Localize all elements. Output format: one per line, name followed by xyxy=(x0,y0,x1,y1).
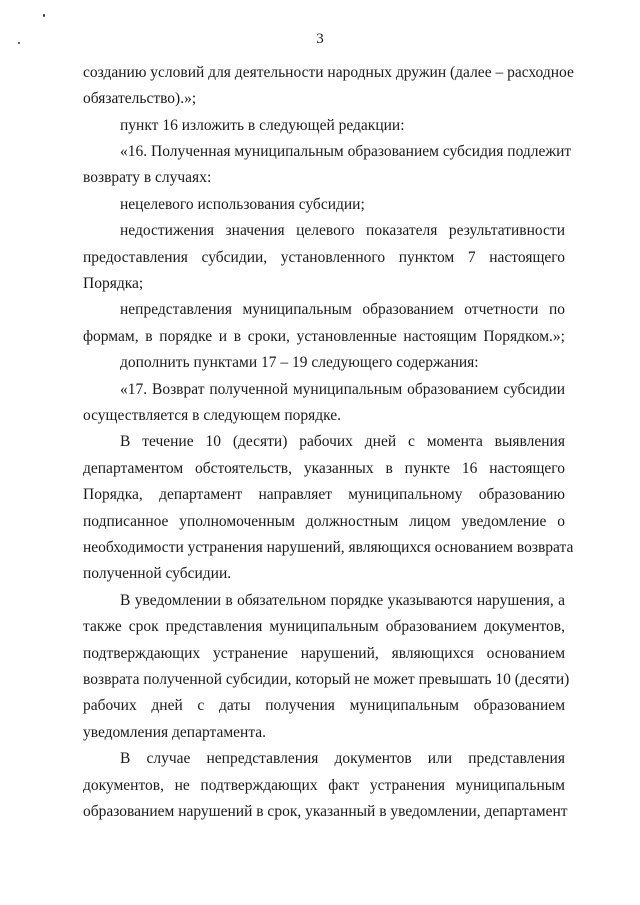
text-line: также срок представления муниципальным образованием документов, xyxy=(83,618,565,635)
text-line: необходимости устранения нарушений, являющихся основанием возврата xyxy=(83,539,574,556)
text-line: формам, в порядке и в сроки, установленные настоящим Порядком.»; xyxy=(83,328,565,345)
text-line: нецелевого использования субсидии; xyxy=(120,196,365,213)
text-line: возврату в случаях: xyxy=(83,169,212,186)
scan-mark xyxy=(43,14,45,17)
text-line: непредставления муниципальным образованием отчетности по xyxy=(120,301,565,318)
text-line: рабочих дней с даты получения муниципальным образованием xyxy=(83,697,565,714)
text-line: предоставления субсидии, установленного пунктом 7 настоящего xyxy=(83,249,565,266)
text-line: В уведомлении в обязательном порядке указываются нарушения, а xyxy=(120,592,565,609)
text-line: Порядка, департамент направляет муниципальному образованию xyxy=(83,486,565,503)
text-line: подписанное уполномоченным должностным лицом уведомление о xyxy=(83,513,565,530)
text-line: «17. Возврат полученной муниципальным образованием субсидии xyxy=(120,381,565,398)
text-line: полученной субсидии. xyxy=(83,565,232,582)
text-line: подтверждающих устранение нарушений, являющихся основанием xyxy=(83,645,565,662)
text-line: пункт 16 изложить в следующей редакции: xyxy=(120,117,405,134)
text-line: «16. Полученная муниципальным образованием субсидия подлежит xyxy=(120,143,572,160)
text-line: недостижения значения целевого показателя результативности xyxy=(120,222,565,239)
text-line: Порядка; xyxy=(83,275,144,292)
text-line: дополнить пунктами 17 – 19 следующего содержания: xyxy=(120,354,479,371)
page-number: 3 xyxy=(316,31,324,47)
text-line: В случае непредставления документов или представления xyxy=(120,750,565,767)
text-line: департаментом обстоятельств, указанных в пункте 16 настоящего xyxy=(83,460,565,477)
text-line: образованием нарушений в срок, указанный в уведомлении, департамент xyxy=(83,803,568,820)
text-line: возврата полученной субсидии, который не может превышать 10 (десяти) xyxy=(83,671,570,688)
text-line: В течение 10 (десяти) рабочих дней с момента выявления xyxy=(120,433,565,450)
text-line: созданию условий для деятельности народных дружин (далее – расходное xyxy=(83,64,574,81)
text-line: осуществляется в следующем порядке. xyxy=(83,407,342,424)
text-line: обязательство).»; xyxy=(83,90,197,107)
text-line: документов, не подтверждающих факт устранения муниципальным xyxy=(83,777,565,794)
text-line: уведомления департамента. xyxy=(83,724,267,741)
